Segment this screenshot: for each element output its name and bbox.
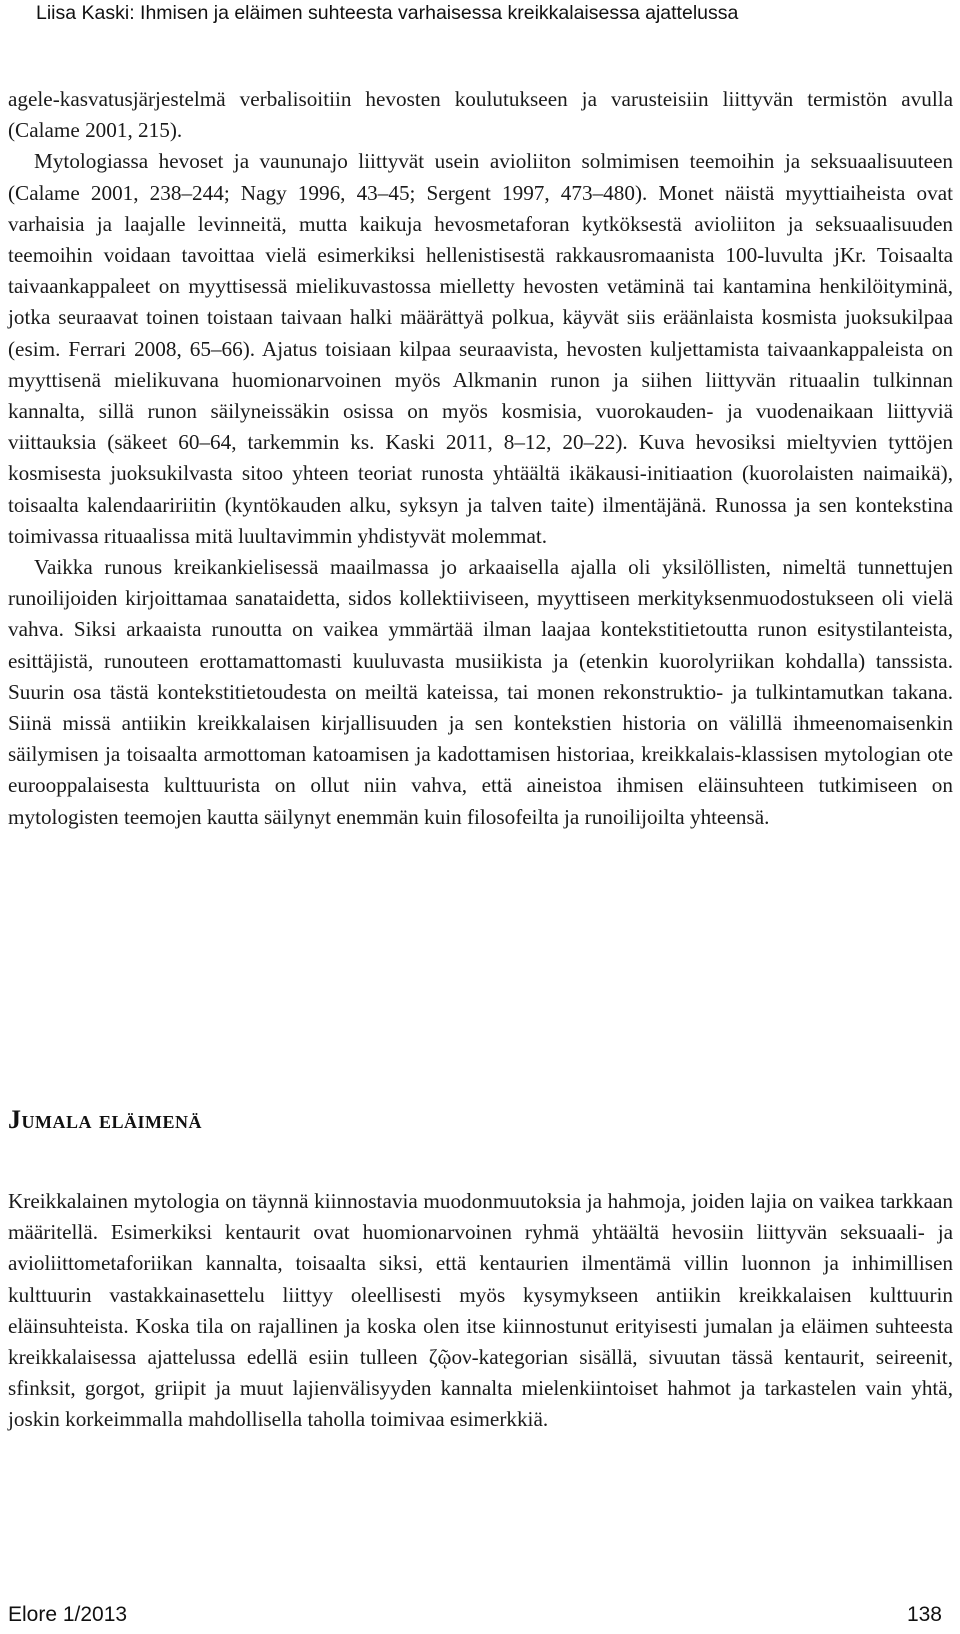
paragraph: Mytologiassa hevoset ja vaununajo liittyvät usein avioliiton solmimisen teemoihin ja seksuaalisuuteen (Calame 2001, 238–244; Nagy 1996, 43–45; Sergent 1997, 473–480). Monet näistä myyttiaiheista ovat varhaisia ja laajalle levinneitä, mutta kaikuja hevosmetaforan kytköksestä avioliiton ja seksuaalisuuden teemoihin voidaan tavoittaa vielä esimerkiksi hellenistisestä rakkausromaanista 100-luvulta jKr. Toisaalta taivaankappaleet on myyttisessä mielikuvastossa mielletty hevosten vetäminä tai kantamina henkilöityminä, jotka seuraavat toinen toistaan taivaan halki määrättyä polkua, käyvät siis eräänlaista kosmista juoksukilpaa (esim. Ferrari 2008, 65–66). Ajatus toisiaan kilpaa seuraavista, hevosten kuljettamista taivaankappaleista on myyttisenä mielikuvana huomionarvoinen myös Alkmanin runon ja siihen liittyvän rituaalin tulkinnan kannalta, sillä runon säilyneissäkin osissa on myös kosmisia, vuorokauden- ja vuodenaikaan liittyviä viittauksia (säkeet 60–64, tarkemmin ks. Kaski 2011, 8–12, 20–22). Kuva hevosiksi mieltyvien tyttöjen kosmisesta juoksukilvasta sitoo yhteen teoriat runosta yhtäältä ikäkausi-initiaation (kuorolaisten naimaikä), toisaalta kalendaaririitin (kyntökauden alku, syksyn ja talven taite) ilmentäjänä. Runossa ja sen kontekstina toimivassa rituaalissa mitä luultavimmin yhdistyvät molemmat. (8, 149, 953, 548)
body-text-section (8, 1186, 953, 1436)
body-text-top (8, 84, 953, 833)
paragraph: Vaikka runous kreikankielisessä maailmassa jo arkaaisella ajalla oli yksilöllisten, nimeltä tunnettujen runoilijoiden kirjoittamaa sanataidetta, sidos kollektiiviseen, myyttiseen merkityksenmuodostukseen oli vielä vahva. Siksi arkaaista runoutta on vaikea ymmärtää ilman laajaa kontekstitietoutta runon esitystilanteista, esittäjistä, runouteen erottamattomasti kuuluvasta musiikista ja (etenkin kuorolyriikan kohdalla) tanssista. Suurin osa tästä kontekstitietoudesta on meiltä kateissa, tai monen rekonstruktio- ja tulkintamutkan takana. Siinä missä antiikin kreikkalaisen kirjallisuuden ja sen kontekstien historia on välillä ihmeenomaisenkin säilymisen ja toisaalta armottoman katoamisen ja kadottamisen historiaa, kreikkalais-klassisen mytologian ote eurooppalaisesta kulttuurista on ollut niin vahva, että aineistoa ihmisen eläinsuhteen tutkimiseen on mytologisten teemojen kautta säilynyt enemmän kuin filosofeilta ja runoilijoilta yhteensä. (8, 555, 953, 829)
footer-journal: Elore 1/2013 (8, 1603, 128, 1626)
running-header: Liisa Kaski: Ihmisen ja eläimen suhteesta varhaisessa kreikkalaisessa ajattelussa (36, 2, 739, 24)
paragraph: Kreikkalainen mytologia on täynnä kiinnostavia muodonmuutoksia ja hahmoja, joiden lajia on vaikea tarkkaan määritellä. Esimerkiksi kentaurit ovat huomionarvoinen ryhmä yhtäältä hevosiin liittyvän seksuaali- ja avioliittometaforiikan kannalta, toisaalta siksi, että kentaurien ilmentämä villin luonnon ja inhimillisen kulttuurin vastakkainasettelu liittyy oleellisesti myös kysymykseen antiikin kreikkalaisen kulttuurin eläinsuhteista. Koska tila on rajallinen ja koska olen itse kiinnostunut erityisesti jumalan ja eläimen suhteesta kreikkalaisessa ajattelussa edellä esiin tulleen ζῷον-kategorian sisällä, sivuutan tässä kentaurit, seireenit, sfinksit, gorgot, griipit ja muut lajienvälisyyden kannalta mielenkiintoiset hahmot ja tarkastelen vain yhtä, joskin korkeimmalla mahdollisella taholla toimivaa esimerkkiä. (8, 1189, 953, 1432)
paragraph: agele-kasvatusjärjestelmä verbalisoitiin hevosten koulutukseen ja varusteisiin liittyvän termistön avulla (Calame 2001, 215). (8, 87, 953, 143)
section-heading: Jumala eläimenä (8, 1105, 203, 1134)
page-number: 138 (906, 1603, 942, 1626)
